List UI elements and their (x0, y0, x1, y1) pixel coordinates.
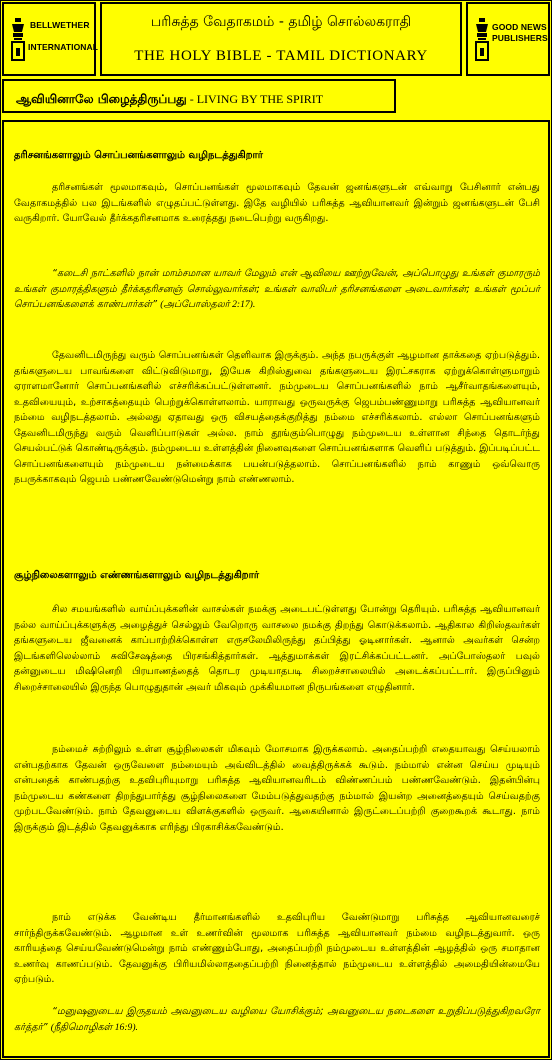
paragraph: நம்மைச் சுற்றிலும் உள்ள சூழ்நிலைகள் மிகவும் மோசமாக இருக்கலாம். அதைப்பற்றி எதையாவது செய்யலாம் என்பதற்காக தேவன் ஒருவேளை நம்மையும் அவ்விடத்தில் வைத்திருக்கக் கூடும். நம்மால் என்ன செய்ய முடியும் என்பதைக் காண்பதற்கு உதவிபுரியுமாறு பரிசுத்த ஆவியானவரிடம் விண்ணப்பம் பண்ணவேண்டும். இதன்பின்பு நம்முடைய கண்களை திறந்துபார்த்து சூழ்நிலைகளை மேம்படுத்துவதற்கு நம்மால் இயன்ற அனைத்தையும் செய்வதற்கு முற்படவேண்டும். நாம் தேவனுடைய விளக்குகளில் ஒருவர். ஆகையினால் இருட்டைப்பற்றி குறைகூறக் கூடாது. நாம் இருக்கும் இடத்தில் தேவனுக்காக எரிந்து பிரகாசிக்கவேண்டும். (14, 744, 540, 833)
quote-text: “மனுஷனுடைய இருதயம் அவனுடைய வழியை யோசிக்கும்; அவனுடைய நடைகளை உறுதிப்படுத்துகிறவரோ கர்த்தர்” (14, 1006, 540, 1033)
bell-tower-icon (10, 18, 26, 62)
section-heading: சூழ்நிலைகளாலும் எண்ணங்களாலும் வழிநடத்துகிறார் (14, 570, 260, 581)
paragraph: தரிசனங்கள் மூலமாகவும், சொப்பனங்கள் மூலமாகவும் தேவன் ஜனங்களுடன் எவ்வாறு பேசினார் என்பது வேதாகமத்தில் பல இடங்களில் எழுதப்பட்டுள்ளது. இதே வழியில் பரிசுத்த ஆவியானவர் இன்றும் ஜனங்களுடன் பேசி வருகிறார். யோவேல் தீர்க்கதரிசனமாக உரைத்தது நடைபெற்று வருகிறது. (14, 182, 540, 224)
quote-reference: (அப்போஸ்தலர் 2:17). (160, 299, 256, 310)
chapter-title-tamil: ஆவியினாலே பிழைத்திருப்பது (16, 92, 187, 106)
publisher-logo-left (2, 2, 99, 76)
quote-reference: (நீதிமொழிகள் 16:9). (50, 1021, 138, 1033)
paragraph: தேவனிடமிருந்து வரும் சொப்பனங்கள் தெளிவாக இருக்கும். அந்த நபருக்குள் ஆழமான தாக்கதை ஏற்படுத்தும். தங்களுடைய பாவங்களை விட்டுவிடுமாறு, இயேசு கிறிஸ்துவை தங்களுடைய இரட்சகராக ஏற்றுக்கொள்ளுமாறும் ஏராளமானோர் சொப்பனங்களில் எச்சரிக்கப்பட்டுள்ளனர். நம்முடைய சொப்பனங்களில் நாம் ஆசீர்வாதங்களையும், உதவியையும், உற்சாகத்தையும் பெற்றுக்கொள்ளலாம். யாராவது ஒருவருக்கு ஜெபம்பண்ணுமாறு பரிசுத்த ஆவியானவர் நம்மை வழிநடத்தலாம். அல்லது ஏதாவது ஒரு விசயத்தைக்குறித்து நம்மை எச்சரிக்கலாம். எல்லா சொப்பனங்களும் தேவனிடமிருந்து வரும் வெளிப்பாடுகள் அல்ல. நாம் தூங்கும்பொழுது நம்முடைய உள்ளான சிந்தை தொடர்ந்து செயல்பட்டுக் கொண்டிருக்கும். நம்முடைய உள்ளத்தின் நினைவுகளை சொப்பனங்களாக வெளிப் படுத்தும். இப்படிப்பட்ட சொப்பனங்களையும் நம்முடைய நன்மைக்காக பயன்படுத்தலாம். சொப்பனங்களில் நாம் காணும் ஒவ்வொரு நபருக்காகவும் ஜெபம் பண்ணவேண்டுமென்று நாம் எண்ணலாம். (14, 350, 540, 485)
chapter-title (16, 88, 323, 108)
bell-tower-icon (474, 18, 490, 62)
chapter-title-box (2, 79, 396, 113)
logo-right-line1: GOOD NEWS (492, 22, 547, 32)
title-english: THE HOLY BIBLE - TAMIL DICTIONARY (134, 48, 428, 64)
scripture-quote (14, 1004, 540, 1035)
scripture-quote (14, 266, 540, 313)
quote-text: “கடைசி நாட்களில் நான் மாம்சமான யாவர் மேலும் என் ஆவியை ஊற்றுவேன், அப்பொழுது உங்கள் குமாரரும் உங்கள் குமாரத்திகளும் தீர்க்கதரிசனஞ் சொல்லுவார்கள்; உங்கள் வாலிபர் தரிசனங்களை அடைவார்கள்; உங்கள் மூப்பர் சொப்பனங்களைக் காண்பார்கள்” (14, 268, 540, 310)
logo-left-line1: BELLWETHER (30, 20, 90, 30)
logo-right-line2: PUBLISHERS (492, 33, 548, 43)
logo-left-line2: INTERNATIONAL (28, 42, 99, 52)
paragraph: நாம் எடுக்க வேண்டிய தீர்மானங்களில் உதவிபுரிய வேண்டுமாறு பரிசுத்த ஆவியானவரைச் சார்ந்திருக்கவேண்டும். ஆழமான உள் உணர்வின் மூலமாக பரிசுத்த ஆவியானவர் நம்மை வழிநடத்துவார். ஒரு காரியத்தை செய்யவேண்டுமென்று நாம் எண்ணும்போது, அதைப்பற்றி நம்முடைய உள்ளத்தின் ஆழத்தில் ஒரு சமாதான உணர்வு காணப்படும். தேவனுக்கு பிரியமில்லாததைப்பற்றி நினைத்தால் நம்முடைய உள்ளத்தில் அமைதியின்மையே ஏற்படும். (14, 912, 540, 985)
section-heading: தரிசனங்களாலும் சொப்பனங்களாலும் வழிநடத்துகிறார் (14, 150, 263, 161)
title-tamil: பரிசுத்த வேதாகமம் - தமிழ் சொல்லகராதி (150, 14, 412, 30)
publisher-logo-right (466, 2, 550, 76)
article-content (2, 120, 550, 1058)
header-title-box (100, 2, 462, 76)
paragraph: சில சமயங்களில் வாய்ப்புக்களின் வாசல்கள் நமக்கு அடைபட்டுள்ளது போன்று தெரியும். பரிசுத்த ஆவியானவர் நல்ல வாய்ப்புக்களுக்கு அழைத்துச் செல்லும் வேறொரு வாசலை நமக்கு திறந்து கொடுக்கலாம். ஆதிகால கிறிஸ்தவர்கள் தங்களுடைய ஜீவனைக் காப்பாற்றிக்கொள்ள எருசலேமிலிருந்து தப்பித்து ஓடினார்கள். ஆனால் அவர்கள் சென்ற இடங்களிலெல்லாம் சுவிசேஷத்தை பிரசங்கித்தார்கள். ஆத்துமாக்கள் இரட்சிக்கப்பட்டனர். அப்போஸ்தலர் பவுல் தன்னுடைய மிஷினெறி பிரயாணத்தைத் தொடர முடியாதபடி சிறைச்சாலையில் அடைக்கப்பட்டார். இருப்பினும் சிறைச்சாலையில் இருந்த பொழுதுதான் அவர் மிகவும் முக்கியமான நிருபங்களை எழுதினார். (14, 604, 540, 693)
chapter-title-english: - LIVING BY THE SPIRIT (186, 92, 324, 106)
